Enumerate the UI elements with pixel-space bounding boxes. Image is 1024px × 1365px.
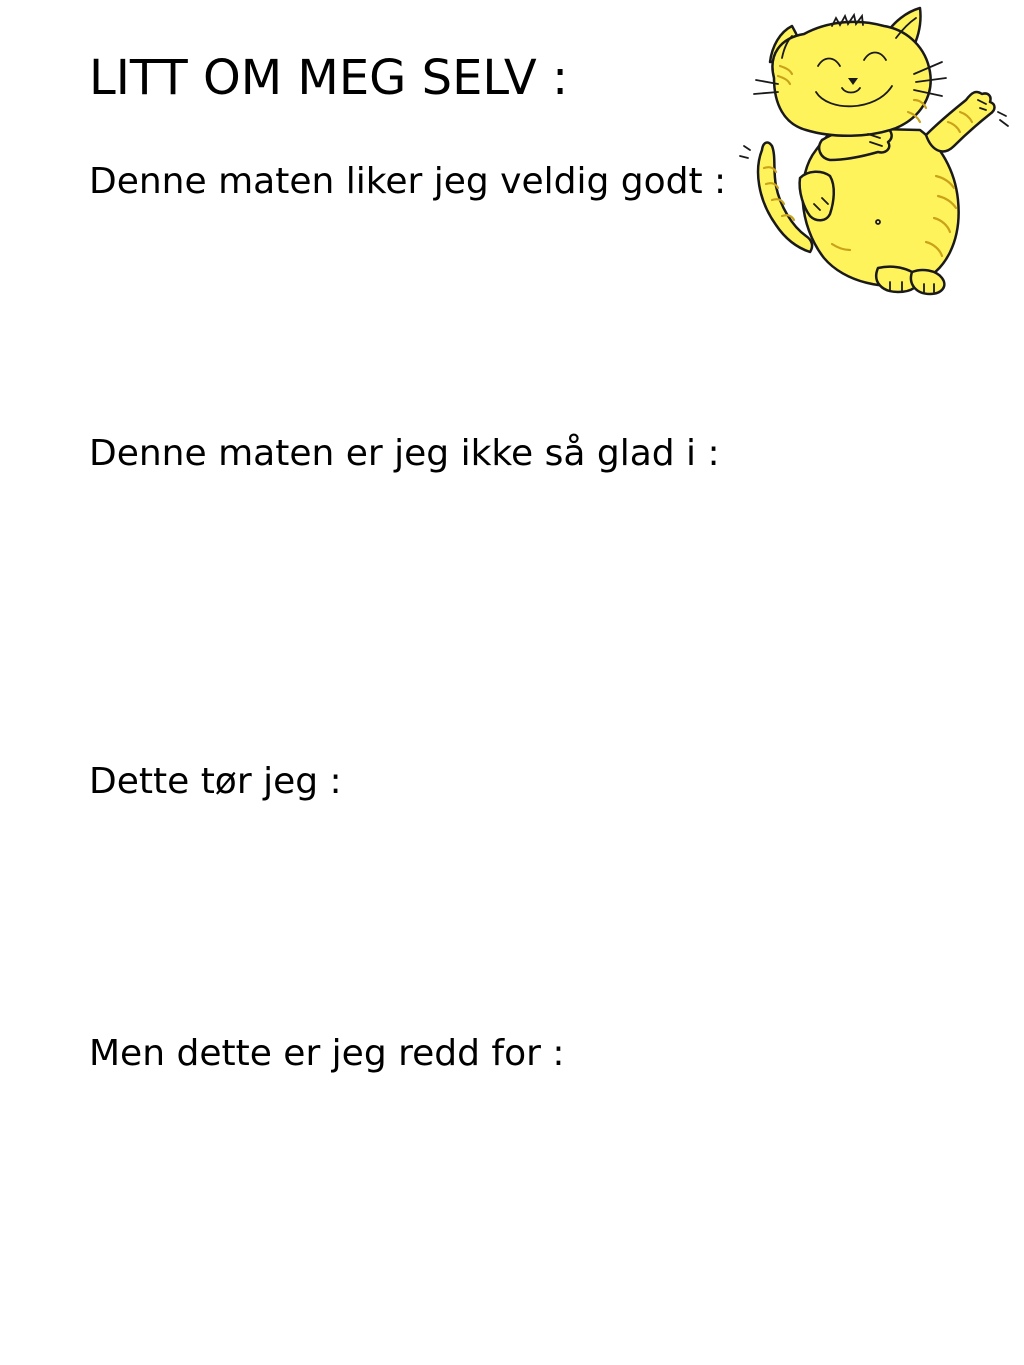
page-title: LITT OM MEG SELV : (89, 50, 569, 106)
answer-area-afraid-of[interactable] (89, 1087, 929, 1327)
prompt-brave-about: Dette tør jeg : (89, 761, 342, 802)
prompt-favorite-food: Denne maten liker jeg veldig godt : (89, 161, 727, 202)
cartoon-cat-icon (736, 0, 1016, 300)
answer-area-disliked-food[interactable] (89, 487, 929, 742)
answer-area-brave-about[interactable] (89, 815, 929, 1015)
prompt-disliked-food: Denne maten er jeg ikke så glad i : (89, 433, 720, 474)
cat-right-arm (926, 92, 995, 151)
prompt-afraid-of: Men dette er jeg redd for : (89, 1033, 565, 1074)
cat-right-foot (911, 270, 944, 294)
